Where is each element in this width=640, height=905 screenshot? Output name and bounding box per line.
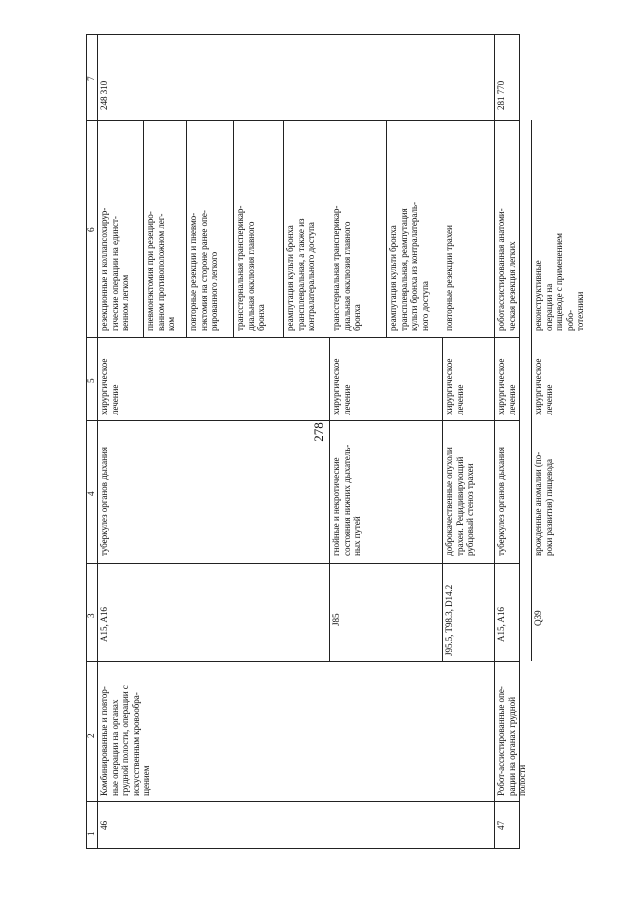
row-47-group-1-codes: A15, A16 (496, 607, 506, 642)
method-separator (283, 120, 284, 337)
row-46-group-3-method-1: повторные резекции трахеи (444, 225, 454, 331)
row-46-group-2-diagnosis: гнойные и некротические состояния нижних дыхатель- ных путей (331, 444, 363, 556)
row-46-price: 248 310 (99, 80, 109, 110)
row-separator (494, 34, 495, 849)
divider-col-7 (86, 120, 520, 121)
method-separator (233, 120, 234, 337)
header-col-2: 2 (86, 733, 96, 738)
header-col-7: 7 (86, 76, 96, 81)
row-46-group-3-diagnosis: доброкачественные опухоли трахеи. Рецидивирующий рубцовый стеноз трахеи (444, 447, 476, 556)
method-separator (143, 120, 144, 337)
row-46-group-1-method-5: реампутация культи бронха трансплевральная, а также из контралатерального доступа (285, 218, 317, 331)
header-col-1: 1 (86, 831, 96, 836)
row-47-number: 47 (496, 821, 506, 830)
header-col-5: 5 (86, 378, 96, 383)
row-46-number: 46 (99, 821, 109, 830)
row-46-group-2-codes: J85 (331, 613, 341, 626)
row-47-group-2-codes: Q39 (533, 610, 543, 626)
header-col-4: 4 (86, 491, 96, 496)
row-46-group-2-treatment: хирургическое лечение (331, 358, 352, 415)
row-46-group-1-treatment: хирургическое лечение (99, 358, 120, 415)
row-47-group-1-treatment: хирургическое лечение (496, 358, 517, 415)
row-47-group-1-diagnosis: туберкулез органов дыхания (496, 447, 506, 556)
row-47-group-2-diagnosis: врожденные аномалии (по- роки развития) пищевода (533, 451, 554, 556)
row-46-group-2-method-2: реампутация культи бронха трансплевральная, реампутация культи бронха из контралатераль- ного доступа (388, 202, 430, 331)
row-47-group-1-method-1: роботассистированная анатоми- ческая резекция легких (496, 208, 517, 331)
group-separator (329, 337, 330, 661)
divider-col-6 (86, 337, 520, 338)
header-separator (97, 34, 98, 849)
row-46-group-1-diagnosis: туберкулез органов дыхания (99, 447, 109, 556)
method-separator (386, 120, 387, 337)
row-47-group-2-method-1: реконструктивные операции на пищеводе с применением робо- тотехники (533, 233, 586, 331)
row-47-group-2-treatment: хирургическое лечение (533, 358, 554, 415)
row-46-group-1-codes: A15, A16 (99, 607, 109, 642)
divider-col-2 (86, 801, 520, 802)
row-47-name: Робот-ассистированные опе- рации на органах грудной полости (496, 686, 528, 796)
divider-col-4 (86, 563, 520, 564)
row-46-group-3-codes: J95.5, T98.3, D14.2 (444, 584, 454, 656)
row-46-group-1-method-1: резекционные и коллапсохирур- гические операции на единст- венном легком (99, 207, 131, 331)
row-46-group-1-method-2: пневмонэктомия при резециро- ванном противоположном лег- ком (145, 211, 177, 331)
header-col-6: 6 (86, 227, 96, 232)
row-46-name: Комбинированные и повтор- ные операции на органах грудной полости, операции с искусственным кровообра- щением (99, 685, 152, 796)
row-47-price: 281 770 (496, 80, 506, 110)
header-col-3: 3 (86, 613, 96, 618)
group-separator (442, 337, 443, 661)
page-number: 278 (310, 422, 326, 442)
row-46-group-1-method-3: повторные резекции и пневмо- нэктомия на стороне ранее опе- рированного легкого (188, 210, 220, 331)
group-separator (531, 337, 532, 661)
method-separator (531, 120, 532, 337)
row-46-group-2-method-1: трансстернальная трансперикар- диальная окклюзия главного бронха (331, 205, 363, 331)
method-separator (186, 120, 187, 337)
divider-col-5 (86, 420, 520, 421)
row-46-group-3-treatment: хирургическое лечение (444, 358, 465, 415)
row-46-group-1-method-4: трансстернальная трансперикар- диальная окклюзия главного бронха (235, 205, 267, 331)
divider-col-3 (86, 661, 520, 662)
